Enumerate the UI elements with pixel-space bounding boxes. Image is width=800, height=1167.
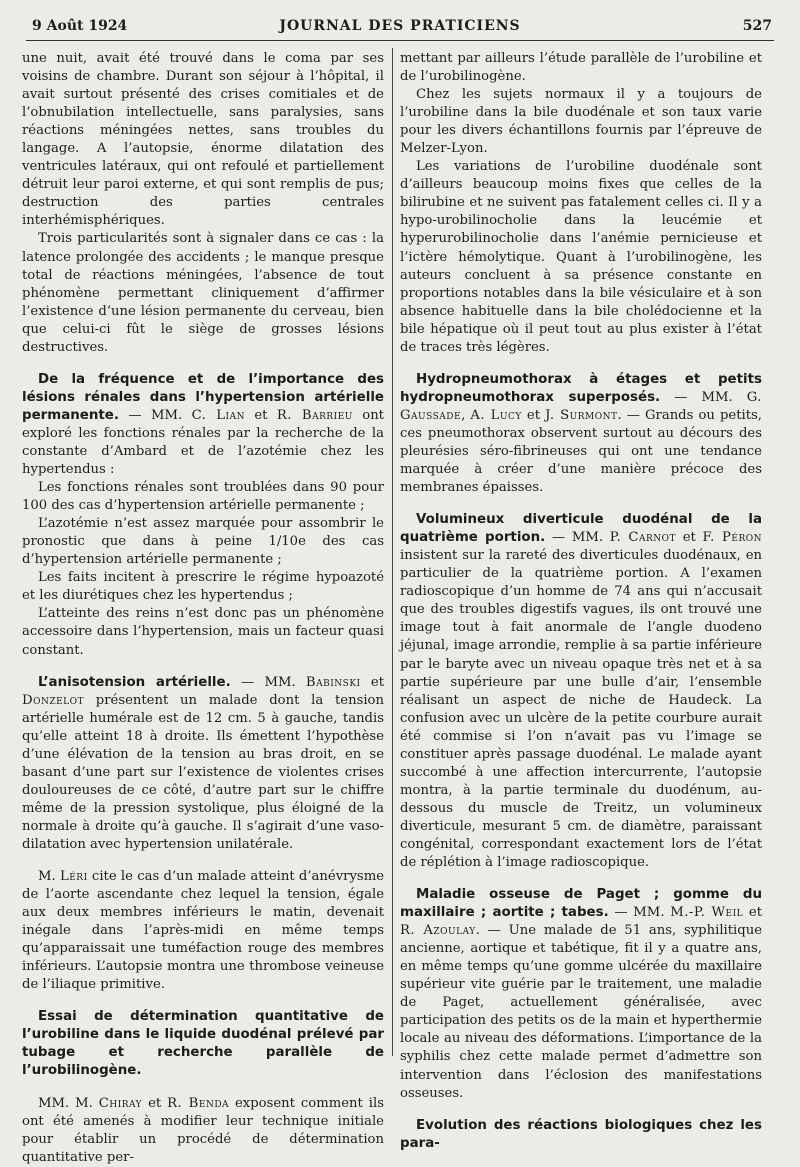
article-lead: Maladie osseuse de Paget ; gomme du maxillaire ; aortite ; tabes. — MM. M.-P. Weil et R. Azoulay. — Une malade de 51 ans, syphilitique ancienne, aortique et tabétique, fit il y a quatre ans, en même temps qu’une gomme ulcérée du maxillaire supérieur vite guérie par le traitement, une maladie de Paget, actuellement généralisée, avec participation des petits os de la main et hyperthermie locale au niveau des déformations. L’importance de la syphilis chez cette malade permet d’admettre son intervention dans l’éclosion des manifestations osseuses. bbox=[400, 887, 763, 1101]
article-heading bbox=[22, 1008, 384, 1080]
journal-title: JOURNAL DES PRATICIENS bbox=[279, 18, 521, 34]
author-name: P. Carnot bbox=[609, 530, 676, 546]
article-hydropneumothorax bbox=[400, 371, 762, 497]
paragraph: Les fonctions rénales sont troublées dans 90 pour 100 des cas d’hypertension artérielle permanente ; bbox=[22, 480, 384, 514]
running-header bbox=[26, 16, 774, 41]
article-lead: Volumineux diverticule duodénal de la quatrième portion. — MM. P. Carnot et F. Péron insistent sur la rareté des diverticules duodénaux, en particulier de la quatrième portion. A l’examen radioscopique d’un homme de 74 ans qui n’accusait que des troubles digestifs vagues, ils ont trouvé une image tout à fait anormale de l’angle duodeno jéjunal, image arrondie, remplie à sa partie inférieure par le baryte avec un niveau opaque très net et à sa partie supérieure par une bulle d’air, l’ensemble réalisant un aspect de niche de Haudeck. La confusion avec un ulcère de la petite courbure aurait été commise si l’on n’avait pas vu l’image se constituer après passage duodénal. Le malade ayant succombé à une affection intercurrente, l’autopsie montra, à la partie terminale du duodénum, au-dessous du muscle de Treitz, un volumineux diverticule, mesurant 5 cm. de diamètre, paraissant congénital, correspondant exactement lors de l’état de réplétion à l’image radioscopique. bbox=[400, 512, 762, 871]
article-lead: De la fréquence et de l’importance des lésions rénales dans l’hypertension artérielle permanente. — MM. C. Lian et R. Barrieu ont exploré les fonctions rénales par la recherche de la constante d’Ambard et de l’azotémie chez les hypertendus : bbox=[22, 371, 384, 478]
article-anisotension bbox=[22, 674, 384, 995]
article-paget bbox=[400, 886, 762, 1103]
article-evolution bbox=[400, 1117, 762, 1153]
article-title: Hydropneumothorax à étages et petits hydropneumothorax superposés. bbox=[400, 371, 762, 405]
article-renal-lesions bbox=[22, 371, 384, 660]
article-lead: Hydropneumothorax à étages et petits hydropneumothorax superposés. — MM. G. Gaussade, A. Lucy et J. Surmont. — Grands ou petits, ces pneumothorax observent surtout au décours des pleurésies séro-fibrineuses qui ont une tendance marquée à créer d’une manière précoce des membranes épaisses. bbox=[400, 371, 762, 496]
left-column bbox=[22, 50, 384, 1165]
right-column bbox=[400, 50, 763, 1151]
author-name: Babinski bbox=[305, 674, 361, 690]
paragraph: Les faits incitent à prescrire le régime hypoazoté et les diurétiques chez les hypertendus ; bbox=[22, 570, 384, 604]
paragraph: une nuit, avait été trouvé dans le coma par ses voisins de chambre. Durant son séjour à l’hôpital, il avait surtout présenté des crises comitiales et de l’obnubilation intellectuelle, sans paralysies, sans réactions méningées nettes, sans troubles du langage. A l’autopsie, énorme dilatation des ventricules latéraux, qui ont refoulé et partiellement détruit leur paroi externe, et qui sont remplis de pus; destruction des parties centrales interhémisphériques. bbox=[22, 51, 384, 229]
article-title: De la fréquence et de l’importance des lésions rénales dans l’hypertension artérielle permanente. bbox=[22, 371, 384, 423]
article-diverticule bbox=[400, 511, 762, 872]
paragraph: L’atteinte des reins n’est donc pas un phénomène accessoire dans l’hypertension, mais un facteur quasi constant. bbox=[22, 606, 384, 658]
paragraph: M. Léri cite le cas d’un malade atteint d’anévrysme de l’aorte ascendante chez lequel la tension, égale aux deux membres inférieurs le matin, devenait inégale dans l’après-midi en même temps qu’apparaissait une tuméfaction rouge des membres inférieurs. L’autopsie montra une thrombose veineuse de l’iliaque primitive. bbox=[22, 869, 384, 993]
author-name: M.-P. Weil bbox=[670, 905, 744, 921]
article-urobiline bbox=[22, 1008, 384, 1166]
author-name: Donzelot bbox=[22, 692, 85, 708]
article-title: Essai de détermination quantitative de l’urobiline dans le liquide duodénal prélevé par tubage et recherche parallèle de l’urobilinogène. bbox=[22, 1009, 384, 1079]
article-lead: L’anisotension artérielle. — MM. Babinski et Donzelot présentent un malade dont la tension artérielle humérale est de 12 cm. 5 à gauche, tandis qu’elle atteint 18 à droite. Ils émettent l’hypothèse d’une élévation de la tension au bras droit, en se basant d’une part sur l’existence de violentes crises douloureuses de ce côté, d’autre part sur le chiffre même de la pression systolique, plus éloigné de la normale à droite qu’à gauche. Il s’agirait d’une vaso-dilatation avec hypertension unilatérale. bbox=[22, 674, 384, 852]
paragraph: Trois particularités sont à signaler dans ce cas : la latence prolongée des accidents ; le manque presque total de réactions méningées, l’absence de tout phénomène permettant cliniquement d’affirmer l’existence d’une lésion permanente du cerveau, bien que celui-ci fût le siège de grosses lésions destructives. bbox=[22, 231, 384, 355]
article-title: Maladie osseuse de Paget ; gomme du maxillaire ; aortite ; tabes. bbox=[400, 887, 762, 921]
article-title: Volumineux diverticule duodénal de la quatrième portion. bbox=[400, 512, 762, 546]
author-name: A. Lucy bbox=[470, 407, 522, 423]
paragraph: Chez les sujets normaux il y a toujours de l’urobiline dans la bile duodénale et son taux varie pour les divers échantillons fournis par l’épreuve de Melzer-Lyon. bbox=[400, 87, 762, 157]
author-name: C. Lian bbox=[191, 407, 245, 423]
author-name: Chiray bbox=[98, 1095, 143, 1111]
author-name: R. Azoulay bbox=[400, 923, 476, 939]
article-heading bbox=[400, 1117, 762, 1153]
article-title: Evolution des réactions biologiques chez les para- bbox=[400, 1117, 762, 1151]
column-rule bbox=[392, 48, 393, 1056]
author-name: F. Péron bbox=[702, 530, 762, 546]
paragraph: mettant par ailleurs l’étude parallèle de l’urobiline et de l’urobilinogène. bbox=[400, 51, 762, 85]
author-name: G. Gaussade bbox=[400, 389, 762, 423]
article-title: L’anisotension artérielle. bbox=[38, 674, 231, 690]
paragraph: L’azotémie n’est assez marquée pour assombrir le pronostic que dans à peine 1/10e des cas d’hypertension artérielle permanente ; bbox=[22, 516, 384, 568]
author-name: R. Barrieu bbox=[276, 407, 353, 423]
page-number: 527 bbox=[742, 18, 772, 34]
author-name: Léri bbox=[59, 869, 88, 885]
paragraph: MM. M. Chiray et R. Benda exposent comment ils ont été amenés à modifier leur technique initiale pour établir un procédé de détermination quantitative per- bbox=[22, 1095, 384, 1165]
issue-date: 9 Août 1924 bbox=[32, 18, 128, 34]
paragraph: Les variations de l’urobiline duodénale sont d’ailleurs beaucoup moins fixes que celles de la bilirubine et ne suivent pas fatalement celles ci. Il y a hypo-urobilinocholie dans la leucémie et hyperurobilinocholie dans l’anémie pernicieuse et l’ictère hémolytique. Quant à l’urobilinogène, les auteurs concluent à sa présence constante en proportions notables dans la bile vésiculaire et à son absence habituelle dans la bile cholédocienne et la bile hépatique où il peut tout au plus exister à l’état de traces très légères. bbox=[400, 159, 762, 355]
author-name: R. Benda bbox=[167, 1095, 230, 1111]
author-name: J. Surmont bbox=[545, 407, 618, 423]
